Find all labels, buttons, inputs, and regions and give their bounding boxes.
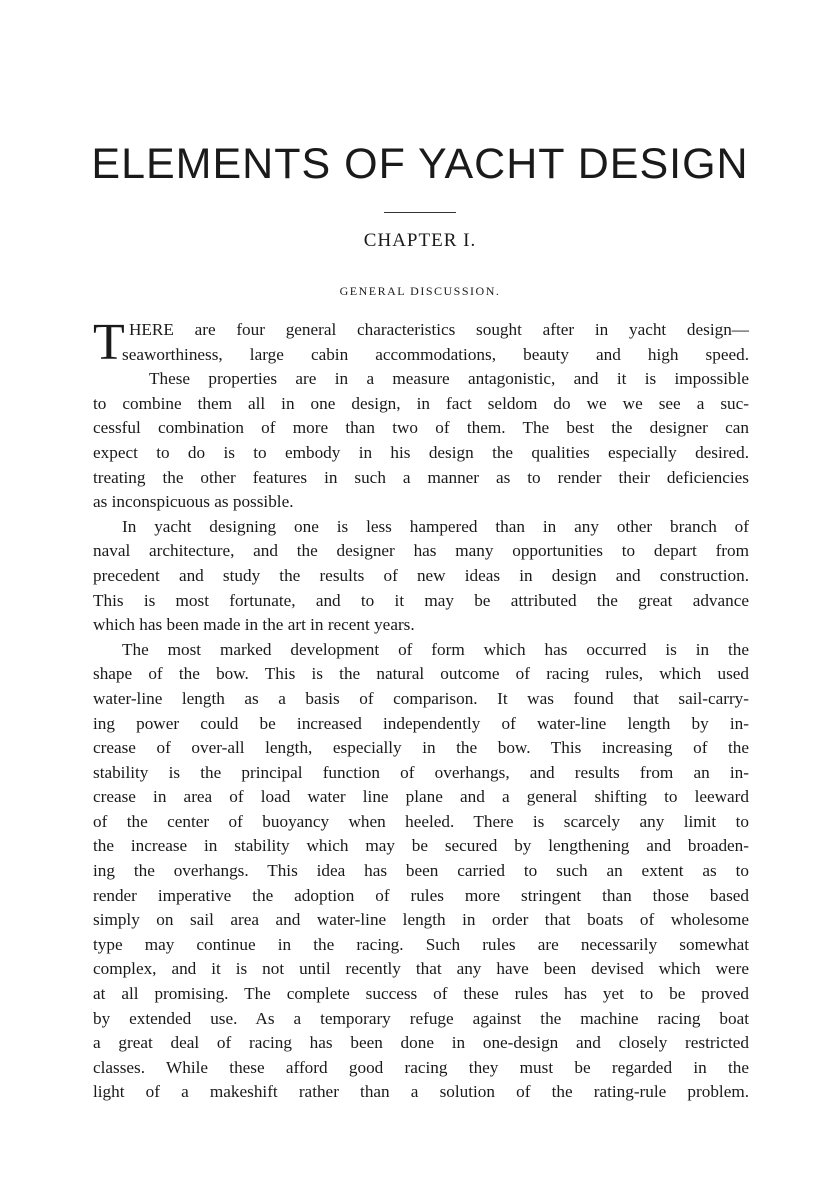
text-line: classes. While these afford good racing they must be regarded in the — [93, 1057, 749, 1077]
text-line: ing the overhangs. This idea has been carried to such an extent as to — [93, 861, 749, 881]
book-title: ELEMENTS OF YACHT DESIGN — [91, 140, 749, 188]
section-heading: GENERAL DISCUSSION. — [339, 284, 501, 298]
text-line: treating the other features in such a manner as to render their deficiencies — [93, 467, 749, 487]
text-line: the increase in stability which may be secured by lengthening and broaden- — [93, 836, 749, 856]
text-line: naval architecture, and the designer has many opportunities to depart from — [93, 541, 749, 561]
text-line: cessful combination of more than two of them. The best the designer can — [93, 418, 749, 438]
text-line: The most marked development of form which has occurred is in the — [122, 639, 749, 659]
text-line: In yacht designing one is less hampered than in any other branch of — [122, 516, 749, 536]
title-divider — [384, 212, 456, 213]
text-line: type may continue in the racing. Such rules are necessarily somewhat — [93, 934, 749, 954]
text-line: stability is the principal function of overhangs, and results from an in- — [93, 762, 749, 782]
text-line: seaworthiness, large cabin accommodations, beauty and high speed. — [122, 344, 749, 364]
text-line: at all promising. The complete success of these rules has yet to be proved — [93, 984, 749, 1004]
text-line: light of a makeshift rather than a solution of the rating-rule problem. — [93, 1082, 749, 1102]
text-line: crease in area of load water line plane and a general shifting to leeward — [93, 787, 749, 807]
text-line: as inconspicuous as possible. — [93, 492, 294, 512]
text-line: water-line length as a basis of comparison. It was found that sail-carry- — [93, 688, 749, 708]
text-line: simply on sail area and water-line length in order that boats of wholesome — [93, 910, 749, 930]
body-text — [93, 314, 749, 1105]
drop-cap: T — [93, 314, 125, 371]
text-line: This is most fortunate, and to it may be attributed the great advance — [93, 590, 749, 610]
text-line: precedent and study the results of new ideas in design and construction. — [93, 565, 749, 585]
text-line: expect to do is to embody in his design the qualities especially desired. — [93, 442, 749, 462]
text-line: These properties are in a measure antagonistic, and it is impossible — [149, 369, 749, 389]
text-line: complex, and it is not until recently that any have been devised which were — [93, 959, 749, 979]
text-line: of the center of buoyancy when heeled. There is scarcely any limit to — [93, 811, 749, 831]
text-line: a great deal of racing has been done in one-design and closely restricted — [93, 1033, 749, 1053]
first-line-text: HERE are four general characteristics sought after in yacht design— — [129, 320, 749, 339]
text-line: ing power could be increased independently of water-line length by in- — [93, 713, 749, 733]
text-line: crease of over-all length, especially in the bow. This increasing of the — [93, 738, 749, 758]
chapter-heading: CHAPTER I. — [363, 230, 477, 251]
text-line: shape of the bow. This is the natural outcome of racing rules, which used — [93, 664, 749, 684]
text-line: by extended use. As a temporary refuge against the machine racing boat — [93, 1008, 749, 1028]
text-line: render imperative the adoption of rules more stringent than those based — [93, 885, 749, 905]
text-line: which has been made in the art in recent years. — [93, 615, 415, 635]
text-line: to combine them all in one design, in fact seldom do we we see a suc- — [93, 393, 749, 413]
